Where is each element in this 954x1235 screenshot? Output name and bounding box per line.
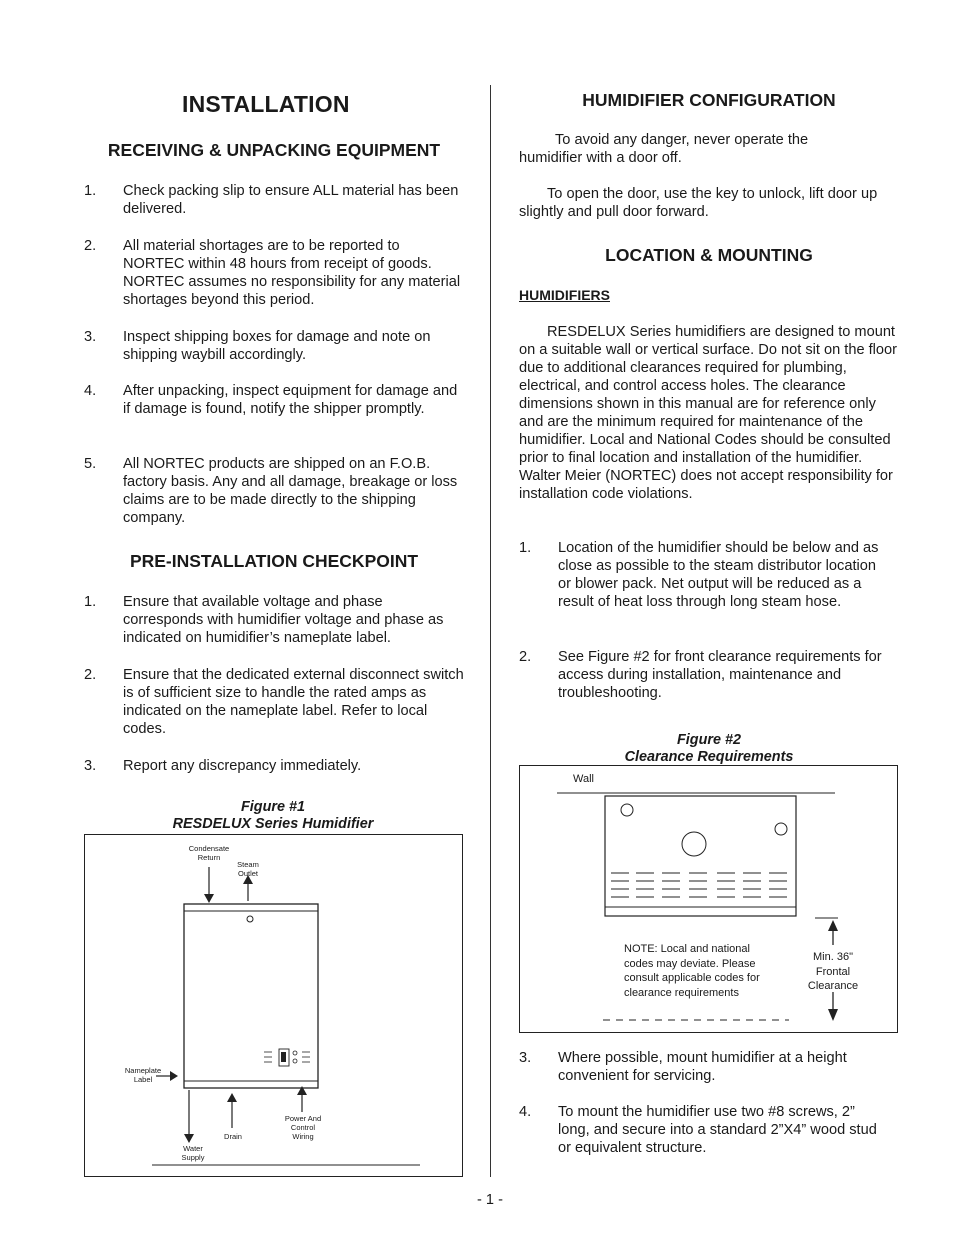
column-divider	[490, 85, 491, 1177]
steam-outlet-hole	[247, 916, 253, 922]
section-heading-preinstall: PRE-INSTALLATION CHECKPOINT	[129, 551, 419, 571]
label-water-supply: Water Supply	[181, 1144, 205, 1162]
drain-arrow	[227, 1093, 237, 1128]
list-number: 2.	[84, 667, 97, 683]
list-number: 4.	[519, 1104, 532, 1120]
config-paragraph-1: To avoid any danger, never operate the humidifier with a door off.	[519, 132, 809, 166]
figure2-caption-line1: Figure #2	[677, 732, 741, 748]
list-number: 3.	[519, 1050, 532, 1066]
clearance-arrow-up	[828, 920, 838, 945]
list-number: 1.	[84, 594, 97, 610]
list-number: 3.	[84, 329, 97, 345]
list-item: To mount the humidifier use two #8 screws, 2” long, and secure into a standard 2”X4” wood stud or equivalent structure.	[558, 1104, 877, 1156]
label-nameplate: Nameplate Label	[124, 1066, 162, 1084]
figure2-caption-line2: Clearance Requirements	[624, 749, 794, 765]
list-number: 1.	[84, 183, 97, 199]
control-panel-icon	[264, 1049, 310, 1066]
page-number: - 1 -	[477, 1192, 503, 1208]
humidifier-top-view	[605, 796, 796, 916]
list-number: 3.	[84, 758, 97, 774]
section-heading-location: LOCATION & MOUNTING	[605, 245, 813, 265]
wall-label: Wall	[573, 773, 594, 785]
figure1-caption-line1: Figure #1	[241, 799, 305, 815]
list-number: 4.	[84, 383, 97, 399]
list-item: All NORTEC products are shipped on an F.O.B. factory basis. Any and all damage, breakage or loss claims are to be made directly to the shipping company.	[123, 456, 458, 526]
section-heading-config: HUMIDIFIER CONFIGURATION	[582, 90, 836, 110]
figure2-caption	[519, 732, 899, 766]
figure1-caption	[84, 799, 462, 833]
list-item: Check packing slip to ensure ALL material has been delivered.	[123, 183, 459, 217]
list-item: Inspect shipping boxes for damage and note on shipping waybill accordingly.	[123, 329, 431, 363]
steam-outlet-arrow	[243, 875, 253, 901]
subheading-humidifiers: HUMIDIFIERS	[519, 287, 610, 303]
clearance-arrow-down	[828, 992, 838, 1021]
water-supply-arrow	[184, 1090, 194, 1143]
section-heading-receiving: RECEIVING & UNPACKING EQUIPMENT	[107, 140, 441, 160]
page-title: INSTALLATION	[182, 91, 350, 117]
power-wiring-arrow	[297, 1086, 307, 1112]
label-drain: Drain	[224, 1132, 242, 1141]
list-item: Ensure that the dedicated external disconnect switch is of sufficient size to handle the rated amps as indicated on the nameplate label. Refer to local codes.	[123, 667, 464, 737]
list-item: Report any discrepancy immediately.	[123, 758, 362, 774]
clearance-label: Min. 36" Frontal Clearance	[807, 951, 859, 992]
list-number: 5.	[84, 456, 97, 472]
humidifier-cabinet	[184, 904, 318, 1088]
list-item: Ensure that available voltage and phase corresponds with humidifier voltage and phase as indicated on humidifier’s nameplate label.	[123, 594, 444, 646]
list-item: After unpacking, inspect equipment for damage and if damage is found, notify the shipper promptly.	[123, 383, 458, 417]
list-item: See Figure #2 for front clearance requirements for access during installation, maintenance and troubleshooting.	[558, 649, 882, 701]
list-item: Location of the humidifier should be below and as close as possible to the steam distributor location or blower pack. Net output will be reduced as a result of heat loss through long steam hose.	[558, 540, 879, 610]
codes-note: NOTE: Local and national codes may deviate. Please consult applicable codes for clearance requirements	[624, 943, 760, 999]
location-paragraph: RESDELUX Series humidifiers are designed to mount on a suitable wall or vertical surface. Do not sit on the floor due to additional clearances required for plumbing, electrical, and control access holes. The clearance dimensions shown in this manual are for reference only and are the minimum required for maintenance of the humidifier. Local and National Codes should be consulted prior to final location and installation of the humidifier. Walter Meier (NORTEC) does not accept responsibility for installation code violations.	[519, 324, 898, 502]
label-power-wiring: Power And Control Wiring	[284, 1114, 322, 1141]
list-number: 2.	[84, 238, 97, 254]
list-item: All material shortages are to be reported to NORTEC within 48 hours from receipt of goods. NORTEC assumes no responsibility for any material shortages beyond this period.	[123, 238, 461, 308]
list-item: Where possible, mount humidifier at a height convenient for servicing.	[558, 1050, 847, 1084]
list-number: 1.	[519, 540, 532, 556]
humidifier-diagram	[84, 834, 463, 1177]
condensate-arrow	[204, 867, 214, 903]
config-paragraph-2: To open the door, use the key to unlock, lift door up slightly and pull door forward.	[519, 186, 878, 220]
vent-slots	[611, 873, 787, 897]
figure1-caption-line2: RESDELUX Series Humidifier	[172, 816, 374, 832]
label-steam-outlet: Steam Outlet	[237, 860, 259, 878]
label-condensate: Condensate Return	[188, 844, 230, 862]
list-number: 2.	[519, 649, 532, 665]
